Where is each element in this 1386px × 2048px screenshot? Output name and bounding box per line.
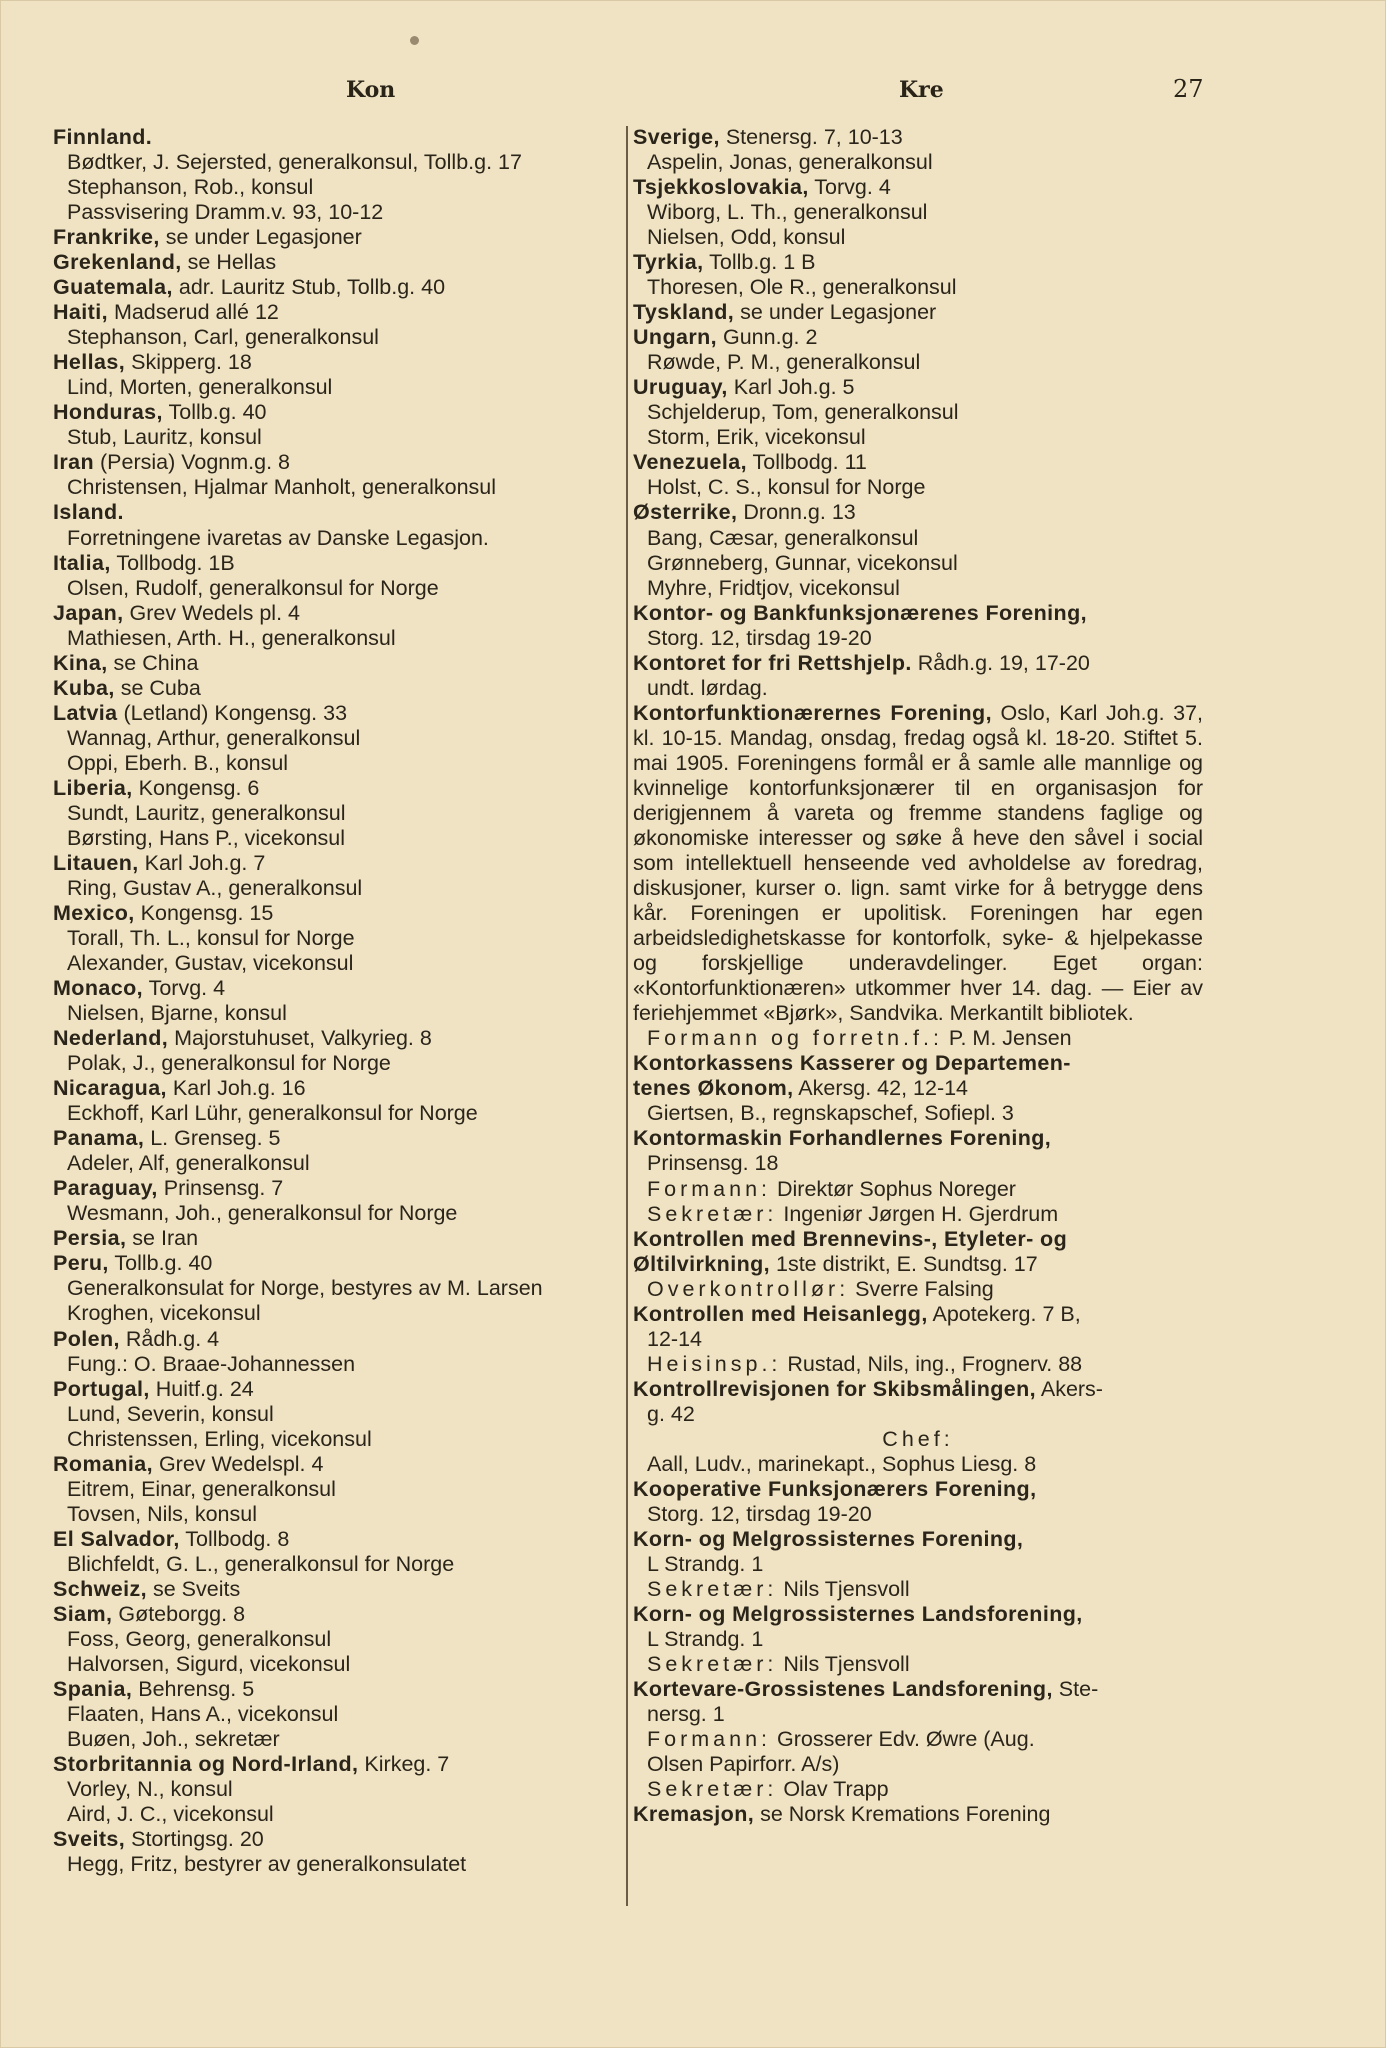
consul-line: Christensen, Hjalmar Manholt, generalkonsul <box>67 475 497 500</box>
consul-line: Forretningene ivaretas av Danske Legasjon. <box>67 525 489 550</box>
country-address: Madserud allé 12 <box>107 300 279 325</box>
org-description <box>633 701 1203 1027</box>
country-entry <box>53 676 626 701</box>
consul-line: Flaaten, Hans A., vicekonsul <box>67 1701 339 1726</box>
page-number: 27 <box>1173 75 1204 103</box>
org-entry <box>633 1477 1203 1527</box>
consul-line: Wiborg, L. Th., generalkonsul <box>647 200 928 225</box>
country-entry <box>53 1377 626 1452</box>
country-entry <box>53 275 626 300</box>
consul-line: Bødtker, J. Sejersted, generalkonsul, Tollb.g. 17 <box>67 150 522 175</box>
country-name: Spania, <box>53 1676 133 1701</box>
role-label: Sekretær: <box>647 1777 778 1802</box>
role-value-cont: Olsen Papirforr. A/s) <box>647 1752 840 1777</box>
left-column <box>53 125 626 1877</box>
role-value: Ingeniør Jørgen H. Gjerdrum <box>777 1201 1059 1226</box>
consul-line: Alexander, Gustav, vicekonsul <box>67 951 354 976</box>
consul-line: Oppi, Eberh. B., konsul <box>67 750 289 775</box>
org-address: 1ste distrikt, E. Sundtsg. 17 <box>770 1251 1038 1276</box>
country-name: Hellas, <box>53 350 126 375</box>
country-name: Mexico, <box>53 900 135 925</box>
org-name: Kontoret for fri Rettshjelp. <box>633 650 912 675</box>
country-consulates <box>633 125 1203 601</box>
country-entry <box>633 500 1203 600</box>
consul-line: Buøen, Joh., sekretær <box>67 1727 280 1751</box>
consul-line: Wesmann, Joh., generalkonsul for Norge <box>67 1201 458 1226</box>
org-entry <box>633 1051 1203 1126</box>
consul-line: Kroghen, vicekonsul <box>67 1301 261 1326</box>
consul-line: Mathiesen, Arth. H., generalkonsul <box>67 625 396 650</box>
role-label: Sekretær: <box>647 1201 778 1226</box>
org-entry <box>633 651 1203 701</box>
country-name: Persia, <box>53 1226 127 1251</box>
role-label: Formann: <box>647 1176 772 1201</box>
org-person: Aall, Ludv., marinekapt., Sophus Liesg. 8 <box>647 1451 1037 1476</box>
country-name: Østerrike, <box>633 500 738 525</box>
country-address: Karl Joh.g. 5 <box>727 375 855 400</box>
country-entry <box>633 125 1203 175</box>
country-name: Tyskland, <box>633 300 735 325</box>
country-address: se Hellas <box>181 250 277 275</box>
consul-line: Holst, C. S., konsul for Norge <box>647 475 926 500</box>
role-label: Heisinsp.: <box>647 1351 782 1376</box>
country-entry <box>53 651 626 676</box>
country-name: Monaco, <box>53 976 143 1001</box>
country-address: Tollbodg. 8 <box>179 1526 290 1551</box>
country-name: Island. <box>53 500 124 525</box>
country-entry <box>53 450 626 500</box>
country-name: Japan, <box>53 600 124 625</box>
country-address: Skipperg. 18 <box>125 350 252 375</box>
consul-line: Eitrem, Einar, generalkonsul <box>67 1476 336 1501</box>
org-detail: Prinsensg. 18 <box>647 1151 779 1176</box>
org-entry <box>633 1802 1203 1827</box>
country-entry <box>633 325 1203 375</box>
country-address: Majorstuhuset, Valkyrieg. 8 <box>168 1026 432 1051</box>
org-address: Akersg. 42, 12-14 <box>793 1076 969 1101</box>
org-detail: L Strandg. 1 <box>647 1551 764 1576</box>
org-entry <box>633 601 1203 651</box>
consul-line: Stub, Lauritz, konsul <box>67 425 262 450</box>
consul-line: Polak, J., generalkonsul for Norge <box>67 1051 391 1076</box>
country-name: Paraguay, <box>53 1176 158 1201</box>
country-entry <box>53 1677 626 1752</box>
org-entry <box>633 1602 1203 1677</box>
country-entry <box>633 450 1203 500</box>
consul-line: Aspelin, Jonas, generalkonsul <box>647 150 933 175</box>
country-entry <box>53 1327 626 1377</box>
org-name: Kontrollen med Brennevins-, Etyleter- og <box>633 1226 1068 1251</box>
country-entry <box>53 225 626 250</box>
org-name: Kontorfunktionærernes Forening, <box>633 700 992 725</box>
consul-line: Foss, Georg, generalkonsul <box>67 1626 332 1651</box>
org-detail: 12-14 <box>647 1326 702 1351</box>
role-value: Rustad, Nils, ing., Frognerv. 88 <box>781 1351 1083 1376</box>
country-address: Karl Joh.g. 16 <box>166 1076 306 1101</box>
country-name: Uruguay, <box>633 375 728 400</box>
country-name: Grekenland, <box>53 250 182 275</box>
country-entry <box>53 1026 626 1076</box>
org-name: Kontor- og Bankfunksjonærenes Forening, <box>633 600 1087 625</box>
country-entry <box>53 500 626 550</box>
consul-line: Hegg, Fritz, bestyrer av generalkonsulatet <box>67 1852 467 1877</box>
org-address: Apotekerg. 7 B, <box>927 1301 1081 1326</box>
country-address: Gunn.g. 2 <box>717 325 818 350</box>
consul-line: Lund, Severin, konsul <box>67 1401 274 1426</box>
country-entry <box>53 901 626 976</box>
org-name: Korn- og Melgrossisternes Forening, <box>633 1526 1024 1551</box>
ink-spot <box>410 36 419 45</box>
org-name: Kontorkassens Kasserer og Departemen- <box>633 1051 1071 1076</box>
consul-line: Bang, Cæsar, generalkonsul <box>647 525 919 550</box>
running-head-left: Kon <box>346 77 396 103</box>
country-name: Haiti, <box>53 300 108 325</box>
country-address: (Letland) Kongensg. 33 <box>117 700 348 725</box>
country-address: Tollb.g. 40 <box>162 400 267 425</box>
consul-line: Wannag, Arthur, generalkonsul <box>67 725 361 750</box>
role-label: Sekretær: <box>647 1652 778 1677</box>
country-address: Kongensg. 15 <box>134 900 274 925</box>
country-name: Latvia <box>53 700 118 725</box>
country-entry <box>53 1602 626 1677</box>
running-head-right: Kre <box>899 77 944 103</box>
country-entry <box>53 551 626 601</box>
consul-line: Sundt, Lauritz, generalkonsul <box>67 800 346 825</box>
country-entry <box>53 1251 626 1326</box>
org-text: Oslo, Karl Joh.g. 37, kl. 10-15. Mandag, onsdag, fredag også kl. 18-20. Stiftet 5. mai 1905. Foreningens formål er å samle alle mannlige og kvinnelige kontorfunksjonærer til en organisasjon for derigjennem å vareta og fremme standens faglige og økonomiske interesser og søke å heve den såvel i social som intellektuell henseende ved avholdelse av foredrag, diskusjoner, kurser o. lign. samt virke for å betrygge dens kår. Foreningen er upolitisk. Foreningen har egen arbeidsledighetskasse for kontorfolk, syke- & hjelpekasse og forskjellige underavdelinger. Eget organ: «Kontorfunktionæren» utkommer hver 14. dag. — Eier av feriehjemmet «Bjørk», Sandvika. Merkantilt bibliotek. <box>633 700 1203 1026</box>
org-name-cont: tenes Økonom, <box>633 1076 794 1101</box>
country-entry <box>53 300 626 350</box>
country-address: Huitf.g. 24 <box>149 1376 254 1401</box>
country-name: Litauen, <box>53 850 139 875</box>
country-address: Grev Wedels pl. 4 <box>123 600 300 625</box>
org-name: Kontrollrevisjonen for Skibsmålingen, <box>633 1376 1037 1401</box>
country-name: Frankrike, <box>53 225 160 250</box>
role-value: P. M. Jensen <box>942 1026 1072 1051</box>
role-label: Chef: <box>882 1426 954 1451</box>
role-label: Formann: <box>647 1727 772 1752</box>
country-entry <box>53 1226 626 1251</box>
org-entry <box>633 1126 1203 1226</box>
consul-line: Myhre, Fridtjov, vicekonsul <box>647 575 900 600</box>
org-entry <box>633 1527 1203 1602</box>
country-address: se Iran <box>126 1226 199 1251</box>
org-detail: L Strandg. 1 <box>647 1627 764 1652</box>
country-entry <box>53 776 626 851</box>
country-address: Kirkeg. 7 <box>358 1752 450 1777</box>
consul-line: Nielsen, Bjarne, konsul <box>67 1001 287 1026</box>
country-address: se under Legasjoner <box>159 225 362 250</box>
country-address: Tollb.g. 1 B <box>703 250 816 275</box>
country-name: Guatemala, <box>53 275 173 300</box>
org-detail: undt. lørdag. <box>647 675 768 700</box>
country-name: Nicaragua, <box>53 1076 167 1101</box>
country-name: Sverige, <box>633 125 720 149</box>
org-entry <box>633 1302 1203 1377</box>
country-name: Kina, <box>53 650 108 675</box>
country-address: Grev Wedelspl. 4 <box>152 1451 324 1476</box>
consul-line: Stephanson, Rob., konsul <box>67 175 314 200</box>
country-name: Panama, <box>53 1126 145 1151</box>
country-entry <box>53 851 626 901</box>
country-entry <box>53 125 626 225</box>
org-name: Kremasjon, <box>633 1802 755 1827</box>
consul-line: Storm, Erik, vicekonsul <box>647 425 866 450</box>
org-address: Rådh.g. 19, 17-20 <box>911 650 1090 675</box>
country-name: Ungarn, <box>633 325 718 350</box>
country-entry <box>53 976 626 1026</box>
consul-line: Grønneberg, Gunnar, vicekonsul <box>647 550 958 575</box>
consul-line: Ring, Gustav A., generalkonsul <box>67 875 363 900</box>
org-name: Kontormaskin Forhandlernes Forening, <box>633 1126 1052 1151</box>
country-name: Nederland, <box>53 1026 169 1051</box>
country-name: Iran <box>53 450 95 475</box>
country-entry <box>633 375 1203 450</box>
country-entry <box>53 1527 626 1577</box>
country-entry <box>633 300 1203 325</box>
consul-line: Nielsen, Odd, konsul <box>647 225 846 250</box>
column-divider <box>626 126 628 1906</box>
org-address: Akers- <box>1036 1376 1103 1401</box>
org-detail: Storg. 12, tirsdag 19-20 <box>647 1501 872 1526</box>
country-name: Liberia, <box>53 775 133 800</box>
org-detail: nersg. 1 <box>647 1702 725 1727</box>
country-entry <box>53 400 626 450</box>
country-address: Gøteborgg. 8 <box>112 1601 246 1626</box>
country-address: se China <box>107 650 199 675</box>
org-name: Kontrollen med Heisanlegg, <box>633 1301 928 1326</box>
country-entry <box>53 350 626 400</box>
right-column <box>633 125 1203 1827</box>
country-address: (Persia) Vognm.g. 8 <box>94 450 291 475</box>
country-name: Peru, <box>53 1251 109 1276</box>
role-value: Nils Tjensvoll <box>777 1577 910 1602</box>
consul-line: Røwde, P. M., generalkonsul <box>647 350 921 375</box>
country-address: Tollbodg. 1B <box>110 550 235 575</box>
consul-line: Blichfeldt, G. L., generalkonsul for Norge <box>67 1551 455 1576</box>
org-address: Ste- <box>1052 1677 1099 1702</box>
consul-line: Christenssen, Erling, vicekonsul <box>67 1426 372 1451</box>
country-address: Behrensg. 5 <box>132 1676 255 1701</box>
role-value: Nils Tjensvoll <box>777 1652 910 1677</box>
country-address: L. Grenseg. 5 <box>144 1126 281 1151</box>
role-label: Formann og forretn.f.: <box>647 1026 943 1051</box>
consul-line: Thoresen, Ole R., generalkonsul <box>647 275 957 300</box>
org-name-cont: Øltilvirkning, <box>633 1251 771 1276</box>
consul-line: Halvorsen, Sigurd, vicekonsul <box>67 1651 351 1676</box>
consul-line: Olsen, Rudolf, generalkonsul for Norge <box>67 575 439 600</box>
consul-line: Generalkonsulat for Norge, bestyres av M. Larsen <box>67 1276 543 1301</box>
country-address: Kongensg. 6 <box>132 775 260 800</box>
country-entry <box>53 1577 626 1602</box>
consul-line: Fung.: O. Braae-Johannessen <box>67 1351 356 1376</box>
country-address: se Cuba <box>114 675 201 700</box>
country-name: Tyrkia, <box>633 250 704 275</box>
role-value: Direktør Sophus Noreger <box>771 1176 1016 1201</box>
country-address: adr. Lauritz Stub, Tollb.g. 40 <box>172 275 446 300</box>
country-entry <box>53 1752 626 1827</box>
consul-line: Passvisering Dramm.v. 93, 10-12 <box>67 200 384 225</box>
consul-line: Stephanson, Carl, generalkonsul <box>67 325 379 350</box>
org-detail: Storg. 12, tirsdag 19-20 <box>647 625 872 650</box>
consul-line: Torall, Th. L., konsul for Norge <box>67 926 355 950</box>
country-entry <box>53 250 626 275</box>
country-name: Venezuela, <box>633 450 747 475</box>
country-entry <box>53 1126 626 1176</box>
role-label: Sekretær: <box>647 1577 778 1602</box>
org-entry <box>633 1677 1203 1802</box>
country-name: Finnland. <box>53 125 153 149</box>
country-address: Stenersg. 7, 10-13 <box>719 125 903 149</box>
org-name: Kortevare-Grossistenes Landsforening, <box>633 1677 1053 1702</box>
country-address: Stortingsg. 20 <box>125 1827 264 1852</box>
country-address: se under Legasjoner <box>734 300 937 325</box>
country-name: El Salvador, <box>53 1526 180 1551</box>
country-name: Storbritannia og Nord-Irland, <box>53 1752 359 1777</box>
country-entry <box>53 1827 626 1877</box>
country-entry <box>633 250 1203 300</box>
consul-line: Adeler, Alf, generalkonsul <box>67 1151 310 1176</box>
consul-line: Eckhoff, Karl Lühr, generalkonsul for Norge <box>67 1101 478 1126</box>
country-entry <box>633 175 1203 250</box>
country-address: Dronn.g. 13 <box>737 500 856 525</box>
role-label: Overkontrollør: <box>647 1276 850 1301</box>
country-address: se Sveits <box>147 1576 241 1601</box>
country-entry <box>53 1452 626 1527</box>
country-name: Sveits, <box>53 1827 126 1852</box>
role-value: Grosserer Edv. Øwre (Aug. <box>771 1727 1035 1752</box>
country-entry <box>53 1176 626 1226</box>
country-name: Tsjekkoslovakia, <box>633 175 809 200</box>
country-address: Tollbodg. 11 <box>746 450 867 475</box>
country-name: Schweiz, <box>53 1576 148 1601</box>
org-name: Kooperative Funksjonærers Forening, <box>633 1476 1037 1501</box>
consul-line: Schjelderup, Tom, generalkonsul <box>647 400 959 425</box>
role-value: Olav Trapp <box>777 1777 889 1802</box>
consul-line: Børsting, Hans P., vicekonsul <box>67 825 346 850</box>
country-address: Torvg. 4 <box>143 976 226 1001</box>
org-entry <box>633 701 1203 1052</box>
consul-line: Tovsen, Nils, konsul <box>67 1501 257 1526</box>
country-name: Polen, <box>53 1326 120 1351</box>
consul-line: Aird, J. C., vicekonsul <box>67 1802 274 1827</box>
country-address: Tollb.g. 40 <box>108 1251 213 1276</box>
country-entry <box>53 601 626 651</box>
country-address: Torvg. 4 <box>808 175 891 200</box>
country-address: Karl Joh.g. 7 <box>138 850 266 875</box>
org-address: se Norsk Kremations Forening <box>754 1802 1051 1827</box>
org-entry <box>633 1227 1203 1302</box>
org-detail: g. 42 <box>647 1401 695 1426</box>
country-name: Romania, <box>53 1451 153 1476</box>
consul-line: Vorley, N., konsul <box>67 1777 233 1802</box>
role-value: Sverre Falsing <box>849 1276 994 1301</box>
country-name: Kuba, <box>53 675 115 700</box>
country-entry <box>53 1076 626 1126</box>
country-name: Siam, <box>53 1601 113 1626</box>
consul-line: Lind, Morten, generalkonsul <box>67 375 333 400</box>
country-address: Prinsensg. 7 <box>157 1176 284 1201</box>
country-name: Portugal, <box>53 1376 150 1401</box>
org-person: Giertsen, B., regnskapschef, Sofiepl. 3 <box>647 1101 1014 1126</box>
country-address: Rådh.g. 4 <box>119 1326 220 1351</box>
country-entry <box>53 701 626 776</box>
country-name: Italia, <box>53 550 111 575</box>
org-entry <box>633 1377 1203 1477</box>
country-name: Honduras, <box>53 400 163 425</box>
org-name: Korn- og Melgrossisternes Landsforening, <box>633 1602 1083 1627</box>
